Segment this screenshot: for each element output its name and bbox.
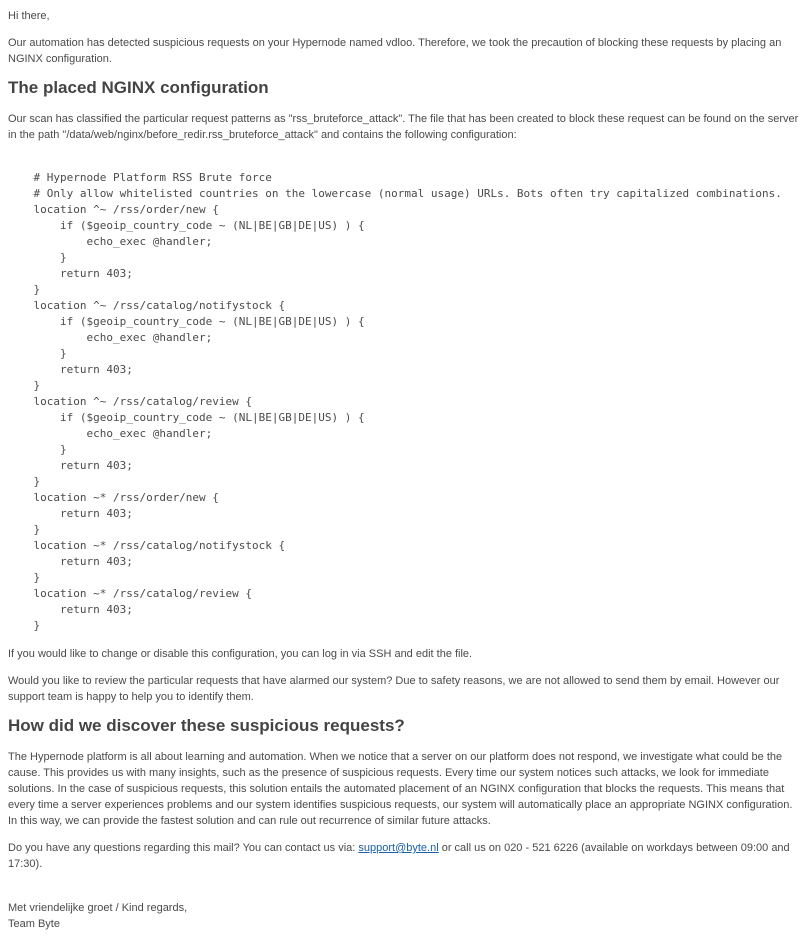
config-line: } [33, 475, 41, 488]
config-line: return 403; [59, 507, 133, 520]
contact-text-after: or call us on 020 - 521 6226 (available on workdays between 09:00 and 17:30). [8, 842, 790, 870]
section-heading-discovery: How did we discover these suspicious requests? [8, 716, 405, 735]
config-line: echo_exec @handler; [86, 331, 213, 344]
config-description: Our scan has classified the particular request patterns as "rss_bruteforce_attack". The file that has been created to block these request can be found on the server in the path "/data/web/nginx/before_redir.rss_bruteforce_attack" and contains the following configuration: [8, 113, 799, 141]
config-line: location ~* /rss/catalog/notifystock { [33, 539, 286, 552]
config-line: location ~* /rss/catalog/review { [33, 587, 253, 600]
config-line: echo_exec @handler; [86, 427, 213, 440]
config-line: if ($geoip_country_code ~ (NL|BE|GB|DE|US) ) { [59, 219, 365, 232]
config-line: return 403; [59, 555, 133, 568]
change-note: If you would like to change or disable this configuration, you can log in via SSH and edit the file. [8, 648, 473, 660]
config-line: } [59, 443, 67, 456]
discovery-paragraph: The Hypernode platform is all about learning and automation. When we notice that a server on our platform does not respond, we investigate what could be the cause. This provides us with many insights, such as the presence of suspicious requests. Every time our system notices such attacks, we look for immediate solutions. In the case of suspicious requests, this solution entails the automated placement of an NGINX configuration that blocks the requests. This means that every time a server experiences problems and our system identifies suspicious requests, our system will automatically place an appropriate NGINX configuration. In this way, we can provide the fastest solution and can rule out recurrence of similar future attacks. [8, 751, 793, 827]
config-line: location ^~ /rss/catalog/review { [33, 395, 253, 408]
support-email-link[interactable]: support@byte.nl [358, 842, 439, 854]
config-line: location ^~ /rss/catalog/notifystock { [33, 299, 286, 312]
config-line: } [33, 379, 41, 392]
config-line: if ($geoip_country_code ~ (NL|BE|GB|DE|US) ) { [59, 411, 365, 424]
config-line: location ^~ /rss/order/new { [33, 203, 219, 216]
nginx-config-code [7, 170, 782, 634]
config-line: # Hypernode Platform RSS Brute force [33, 171, 272, 184]
greeting: Hi there, [8, 10, 50, 22]
closing-line: Met vriendelijke groet / Kind regards, [8, 902, 188, 914]
config-line: location ~* /rss/order/new { [33, 491, 219, 504]
config-line: return 403; [59, 603, 133, 616]
config-line: } [33, 283, 41, 296]
contact-paragraph [8, 840, 802, 872]
config-line: if ($geoip_country_code ~ (NL|BE|GB|DE|US) ) { [59, 315, 365, 328]
config-line: } [33, 571, 41, 584]
config-line: echo_exec @handler; [86, 235, 213, 248]
config-line: # Only allow whitelisted countries on the lowercase (normal usage) URLs. Bots often try capitalized combinations. [33, 187, 782, 200]
config-line: } [59, 347, 67, 360]
intro-paragraph: Our automation has detected suspicious requests on your Hypernode named vdloo. Therefore, we took the precaution of blocking these requests by placing an NGINX configuration. [8, 37, 782, 65]
signature: Team Byte [8, 918, 60, 930]
config-line: } [33, 619, 41, 632]
contact-text-before: Do you have any questions regarding this mail? You can contact us via: [8, 842, 359, 854]
config-line: return 403; [59, 363, 133, 376]
review-note: Would you like to review the particular requests that have alarmed our system? Due to safety reasons, we are not allowed to send them by email. However our support team is happy to help you to identify them. [8, 675, 780, 703]
config-line: } [33, 523, 41, 536]
config-line: return 403; [59, 267, 133, 280]
section-heading-config: The placed NGINX configuration [8, 78, 269, 97]
config-line: return 403; [59, 459, 133, 472]
config-line: } [59, 251, 67, 264]
